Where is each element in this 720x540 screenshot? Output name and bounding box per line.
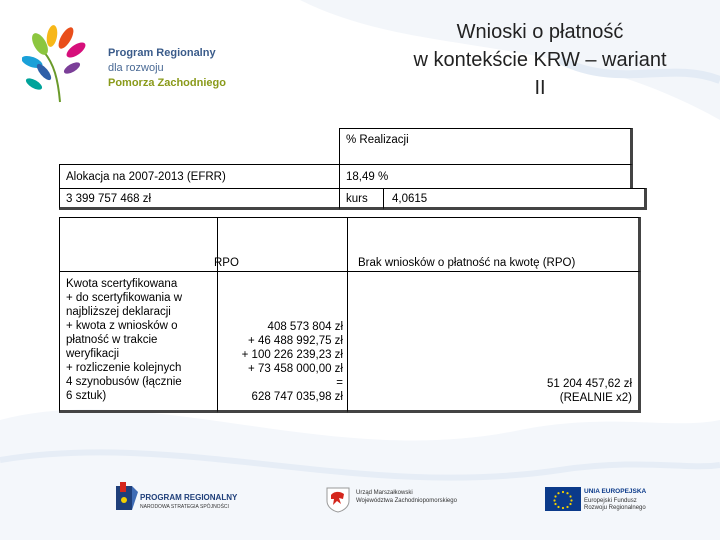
- footer-eu-line2: Rozwoju Regionalnego: [584, 505, 646, 511]
- rate-value-cell: [383, 188, 647, 210]
- realization-header: % Realizacji: [346, 134, 409, 146]
- row-label-line: 6 sztuk): [66, 390, 107, 402]
- brak-value-cell: [347, 271, 641, 413]
- footer-program-name: PROGRAM REGIONALNY: [140, 493, 238, 502]
- allocation-percent: 18,49 %: [346, 171, 389, 183]
- footer-eu-line1: Europejski Fundusz: [584, 498, 637, 504]
- row-label-line: najbliższej deklaracji: [66, 306, 171, 318]
- row-label-line: płatność w trakcie: [66, 334, 158, 346]
- rpo-value-line: =: [336, 377, 343, 389]
- logo-line1: Program Regionalny: [108, 47, 216, 59]
- logo-flower-icon: [22, 24, 102, 104]
- rpo-value-line: + 100 226 239,23 zł: [241, 349, 343, 361]
- allocation-amount-cell: [59, 188, 339, 210]
- logo-text: [108, 46, 226, 91]
- title-line3: II: [534, 77, 546, 99]
- rpo-value-line: + 46 488 992,75 zł: [248, 335, 343, 347]
- row-label-cell: [59, 271, 217, 413]
- footer-eu-title: UNIA EUROPEJSKA: [584, 488, 647, 495]
- row-label-line: 4 szynobusów (łącznie: [66, 376, 182, 388]
- logo-line3: Pomorza Zachodniego: [108, 77, 226, 89]
- footer-program-sub: NARODOWA STRATEGIA SPÓJNOŚCI: [140, 504, 229, 510]
- rate-value: 4,0615: [392, 193, 428, 205]
- row-label-line: + kwota z wniosków o: [66, 320, 178, 332]
- footer-office-line1: Urząd Marszałkowski: [356, 490, 413, 496]
- brak-header: Brak wniosków o płatność na kwotę (RPO): [358, 257, 576, 269]
- logo-line2: dla rozwoju: [108, 62, 164, 74]
- program-regionalny-icon: [116, 482, 138, 512]
- rpo-header: RPO: [214, 257, 239, 269]
- title-line1: Wnioski o płatność: [456, 21, 624, 43]
- eu-flag-icon: [545, 487, 581, 511]
- empty-header-cell: [59, 217, 217, 271]
- title-line2: w kontekście KRW – wariant: [413, 49, 667, 71]
- row-label-line: + rozliczenie kolejnych: [66, 362, 182, 374]
- brak-value-line1: 51 204 457,62 zł: [546, 378, 632, 390]
- row-label-line: + do scertyfikowania w: [66, 292, 183, 304]
- brak-header-cell: [347, 217, 641, 271]
- realization-header-cell: [339, 128, 633, 164]
- allocation-amount: 3 399 757 468 zł: [66, 193, 152, 205]
- rpo-value-line: + 73 458 000,00 zł: [248, 363, 343, 375]
- allocation-label: Alokacja na 2007-2013 (EFRR): [66, 171, 226, 183]
- row-label-line: weryfikacji: [66, 348, 120, 360]
- footer-office-line2: Województwa Zachodniopomorskiego: [356, 498, 457, 504]
- coat-of-arms-icon: [326, 487, 350, 513]
- rate-label-cell: [339, 188, 383, 210]
- allocation-label-cell: [59, 164, 339, 188]
- rpo-value-line: 408 573 804 zł: [267, 321, 343, 333]
- rate-label: kurs: [346, 193, 368, 205]
- rpo-header-cell: [214, 217, 347, 271]
- allocation-percent-cell: [339, 164, 633, 188]
- row-label-line: Kwota scertyfikowana: [66, 278, 178, 290]
- slide-title: [380, 18, 700, 102]
- rpo-value-cell: [217, 271, 347, 413]
- rpo-value-line: 628 747 035,98 zł: [251, 391, 343, 403]
- brak-value-line2: (REALNIE x2): [559, 392, 632, 404]
